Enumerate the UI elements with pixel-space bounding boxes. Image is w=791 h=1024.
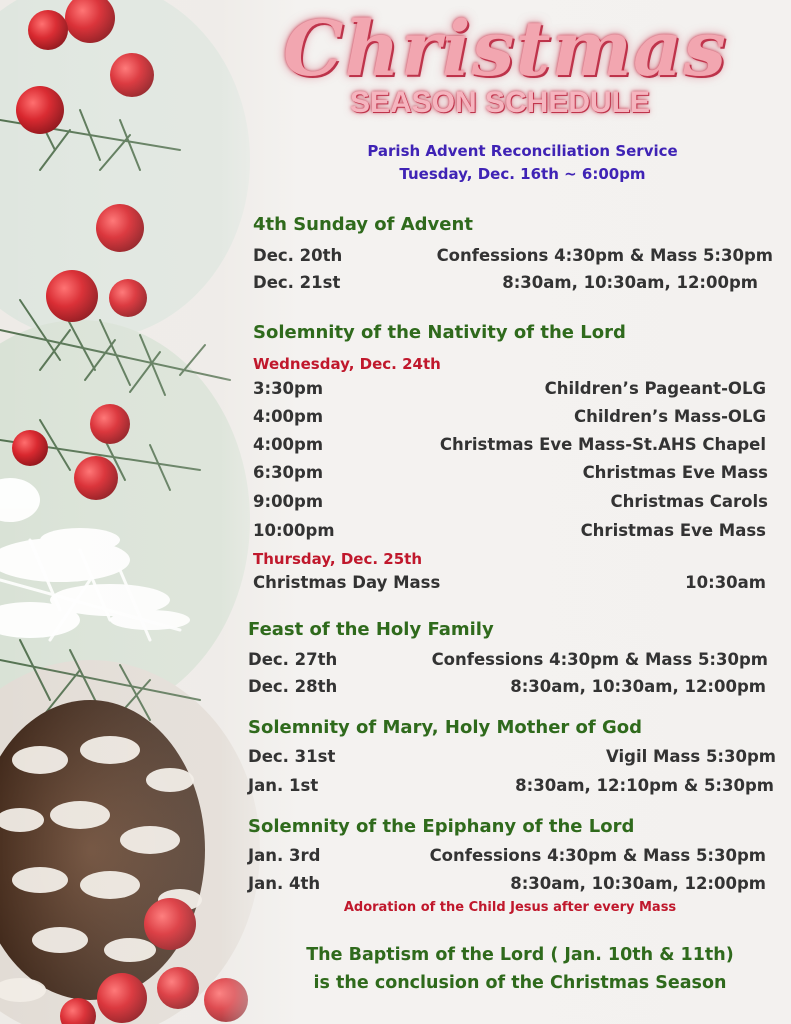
row-event: Christmas Day Mass xyxy=(253,573,441,592)
schedule-row xyxy=(248,776,774,802)
heading-epiphany: Solemnity of the Epiphany of the Lord xyxy=(248,816,635,837)
schedule-row xyxy=(253,492,768,518)
row-detail: 8:30am, 12:10pm & 5:30pm xyxy=(515,776,774,795)
footer-line-1: The Baptism of the Lord ( Jan. 10th & 11th) xyxy=(306,945,734,965)
schedule-row xyxy=(253,435,766,461)
row-event: Christmas Eve Mass xyxy=(582,463,768,482)
schedule-row xyxy=(248,650,768,676)
row-date: Dec. 28th xyxy=(248,677,338,696)
schedule-row xyxy=(248,747,776,773)
row-time: 6:30pm xyxy=(253,463,324,482)
row-time: 4:00pm xyxy=(253,407,324,426)
row-time: 9:00pm xyxy=(253,492,324,511)
row-date: Dec. 21st xyxy=(253,273,341,292)
row-detail: 8:30am, 10:30am, 12:00pm xyxy=(510,874,766,893)
row-detail: 8:30am, 10:30am, 12:00pm xyxy=(510,677,766,696)
row-event: Children’s Pageant-OLG xyxy=(544,379,766,398)
row-date: Jan. 4th xyxy=(248,874,321,893)
title-christmas: Christmas xyxy=(283,4,727,93)
footer-line-2: is the conclusion of the Christmas Season xyxy=(313,973,727,993)
row-date: Dec. 20th xyxy=(253,246,343,265)
intro-service-name: Parish Advent Reconciliation Service xyxy=(367,142,678,160)
row-detail: 8:30am, 10:30am, 12:00pm xyxy=(502,273,758,292)
row-event: Christmas Eve Mass xyxy=(580,521,766,540)
title-season-schedule: SEASON SCHEDULE xyxy=(349,86,651,119)
row-time: 10:00pm xyxy=(253,521,335,540)
row-date: Jan. 3rd xyxy=(248,846,321,865)
day-heading-dec-25: Thursday, Dec. 25th xyxy=(253,550,423,568)
row-time: 3:30pm xyxy=(253,379,324,398)
heading-mary-mother-of-god: Solemnity of Mary, Holy Mother of God xyxy=(248,717,643,738)
schedule-row xyxy=(253,407,766,433)
row-detail: Confessions 4:30pm & Mass 5:30pm xyxy=(429,846,766,865)
schedule-row xyxy=(253,573,766,599)
schedule-row xyxy=(253,521,766,547)
row-date: Jan. 1st xyxy=(248,776,319,795)
intro-service-date: Tuesday, Dec. 16th ~ 6:00pm xyxy=(399,165,646,183)
row-event: Children’s Mass-OLG xyxy=(573,407,766,426)
schedule-row xyxy=(253,463,768,489)
schedule-row xyxy=(248,846,766,872)
row-detail: Confessions 4:30pm & Mass 5:30pm xyxy=(431,650,768,669)
schedule-row xyxy=(253,379,766,405)
row-event: Christmas Eve Mass-St.AHS Chapel xyxy=(439,435,766,454)
schedule-row xyxy=(248,677,766,703)
row-event: Christmas Carols xyxy=(610,492,768,511)
day-heading-dec-24: Wednesday, Dec. 24th xyxy=(253,355,441,373)
row-date: Dec. 31st xyxy=(248,747,336,766)
row-detail: Confessions 4:30pm & Mass 5:30pm xyxy=(436,246,773,265)
row-date: Dec. 27th xyxy=(248,650,338,669)
row-time: 4:00pm xyxy=(253,435,324,454)
heading-holy-family: Feast of the Holy Family xyxy=(248,619,494,640)
row-detail: Vigil Mass 5:30pm xyxy=(606,747,776,766)
schedule-row xyxy=(253,246,773,272)
heading-nativity: Solemnity of the Nativity of the Lord xyxy=(253,322,626,343)
schedule-row xyxy=(248,874,766,900)
heading-advent-4: 4th Sunday of Advent xyxy=(253,214,473,235)
row-time: 10:30am xyxy=(685,573,766,592)
schedule-row xyxy=(253,273,758,299)
adoration-note: Adoration of the Child Jesus after every Mass xyxy=(343,900,677,915)
